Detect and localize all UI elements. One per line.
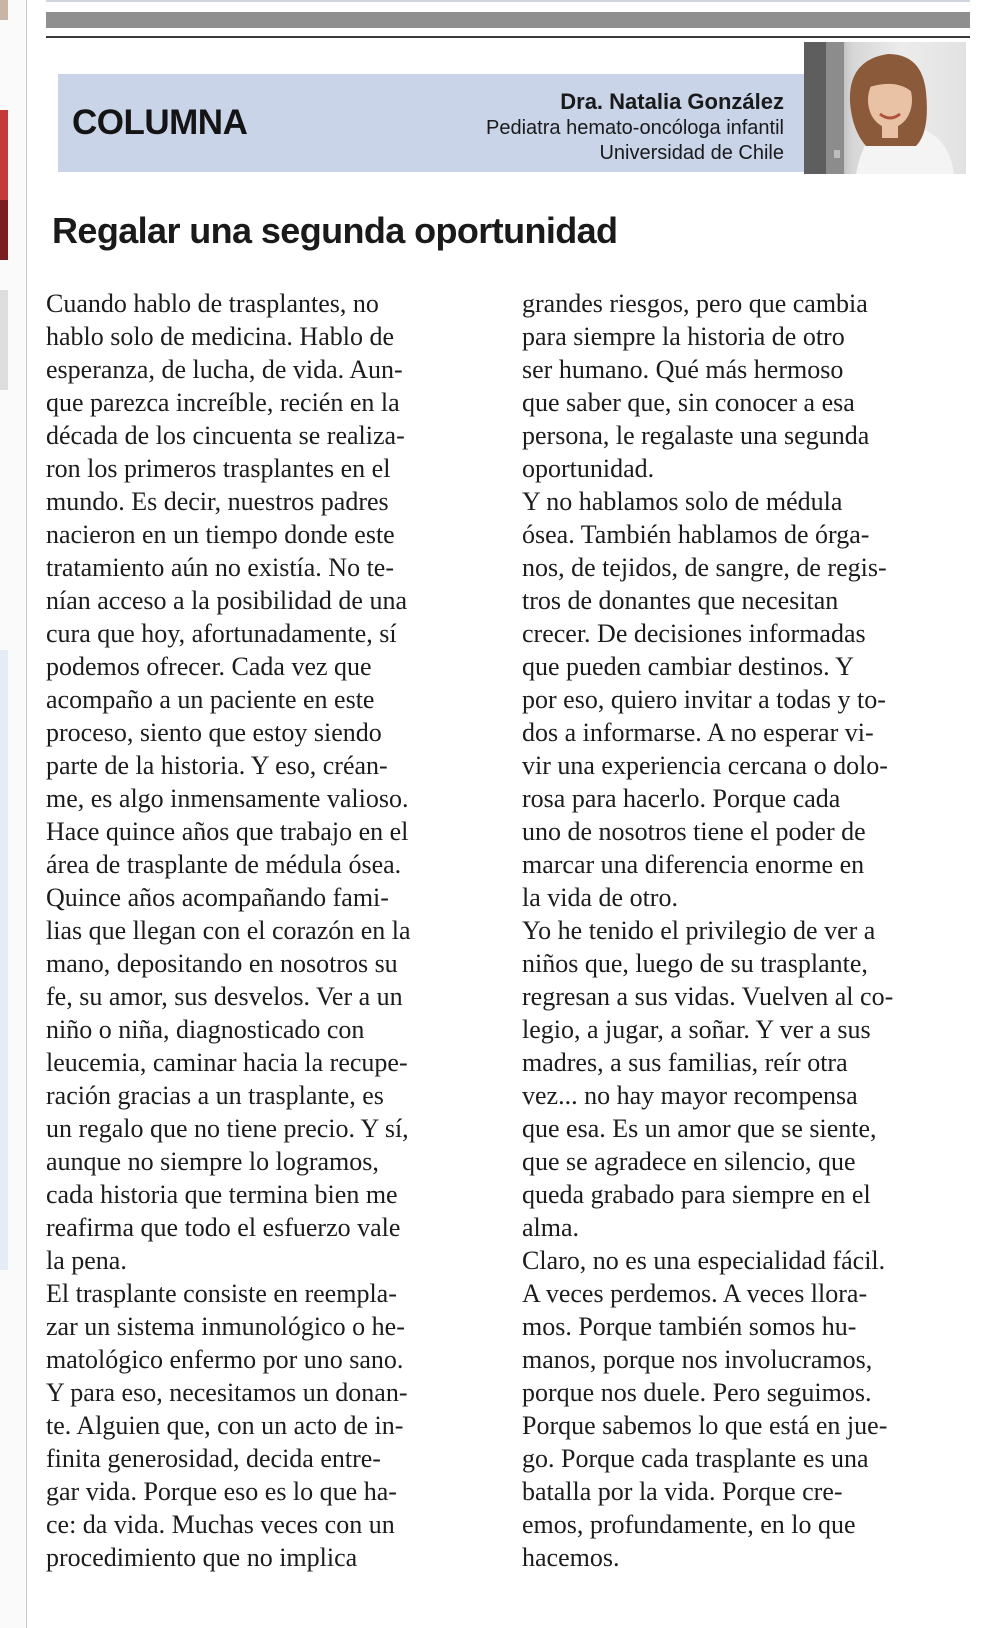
article-line: crecer. De decisiones informadas xyxy=(522,619,866,648)
article-line: la pena. xyxy=(46,1246,127,1275)
article-line: Hace quince años que trabajo en el xyxy=(46,817,409,846)
article-line: cura que hoy, afortunadamente, sí xyxy=(46,619,397,648)
article-line: leucemia, caminar hacia la recupe- xyxy=(46,1048,408,1077)
article-line: por eso, quiero invitar a todas y to- xyxy=(522,685,886,714)
article-line: rosa para hacerlo. Porque cada xyxy=(522,784,841,813)
article-line: go. Porque cada trasplante es una xyxy=(522,1444,869,1473)
article-line: ser humano. Qué más hermoso xyxy=(522,355,844,384)
article-line: El trasplante consiste en reempla- xyxy=(46,1279,397,1308)
article-line: niños que, luego de su trasplante, xyxy=(522,949,868,978)
article-line: zar un sistema inmunológico o he- xyxy=(46,1312,405,1341)
article-line: dos a informarse. A no esperar vi- xyxy=(522,718,874,747)
article-line: finita generosidad, decida entre- xyxy=(46,1444,381,1473)
article-line: Yo he tenido el privilegio de ver a xyxy=(522,916,876,945)
article-line: batalla por la vida. Porque cre- xyxy=(522,1477,843,1506)
article-line: me, es algo inmensamente valioso. xyxy=(46,784,409,813)
article-headline: Regalar una segunda oportunidad xyxy=(52,210,618,251)
article-line: matológico enfermo por uno sano. xyxy=(46,1345,404,1374)
top-faint-rule xyxy=(46,0,970,2)
article-line: hablo solo de medicina. Hablo de xyxy=(46,322,395,351)
article-line: ce: da vida. Muchas veces con un xyxy=(46,1510,395,1539)
adjacent-page-edge xyxy=(0,0,26,1628)
article-line: Y para eso, necesitamos un donan- xyxy=(46,1378,408,1407)
article-line: emos, profundamente, en lo que xyxy=(522,1510,856,1539)
author-institution: Universidad de Chile xyxy=(599,142,784,164)
article-line: reafirma que todo el esfuerzo vale xyxy=(46,1213,401,1242)
author-block xyxy=(486,88,784,166)
article-line: podemos ofrecer. Cada vez que xyxy=(46,652,372,681)
article-line: parte de la historia. Y eso, créan- xyxy=(46,751,388,780)
article-line: década de los cincuenta se realiza- xyxy=(46,421,405,450)
article-line: mano, depositando en nosotros su xyxy=(46,949,398,978)
article-column-right xyxy=(522,287,967,1574)
article-line: vez... no hay mayor recompensa xyxy=(522,1081,858,1110)
article-line: área de trasplante de médula ósea. xyxy=(46,850,402,879)
article-line: madres, a sus familias, reír otra xyxy=(522,1048,848,1077)
author-role: Pediatra hemato-oncóloga infantil xyxy=(486,117,784,139)
article-line: que se agradece en silencio, que xyxy=(522,1147,856,1176)
article-line: legio, a jugar, a soñar. Y ver a sus xyxy=(522,1015,871,1044)
article-line: aunque no siempre lo logramos, xyxy=(46,1147,379,1176)
section-label: COLUMNA xyxy=(72,103,248,142)
article-line: que esa. Es un amor que se siente, xyxy=(522,1114,877,1143)
article-line: procedimiento que no implica xyxy=(46,1543,358,1572)
article-line: marcar una diferencia enorme en xyxy=(522,850,865,879)
article-line: gar vida. Porque eso es lo que ha- xyxy=(46,1477,397,1506)
article-line: regresan a sus vidas. Vuelven al co- xyxy=(522,982,894,1011)
article-line: Porque sabemos lo que está en jue- xyxy=(522,1411,888,1440)
article-line: Claro, no es una especialidad fácil. xyxy=(522,1246,886,1275)
article-line: ración gracias a un trasplante, es xyxy=(46,1081,384,1110)
article-line: ósea. También hablamos de órga- xyxy=(522,520,870,549)
article-column-left xyxy=(46,287,486,1574)
article-line: niño o niña, diagnosticado con xyxy=(46,1015,365,1044)
article-line: la vida de otro. xyxy=(522,883,678,912)
article-line: manos, porque nos involucramos, xyxy=(522,1345,873,1374)
article-line: mos. Porque también somos hu- xyxy=(522,1312,857,1341)
article-line: Cuando hablo de trasplantes, no xyxy=(46,289,379,318)
article-line: que saber que, sin conocer a esa xyxy=(522,388,855,417)
article-line: lias que llegan con el corazón en la xyxy=(46,916,411,945)
article-line: porque nos duele. Pero seguimos. xyxy=(522,1378,872,1407)
author-photo xyxy=(804,42,966,174)
article-line: tros de donantes que necesitan xyxy=(522,586,839,615)
article-line: que parezca increíble, recién en la xyxy=(46,388,400,417)
article-line: acompaño a un paciente en este xyxy=(46,685,375,714)
article-line: ron los primeros trasplantes en el xyxy=(46,454,391,483)
article-line: hacemos. xyxy=(522,1543,620,1572)
article-line: grandes riesgos, pero que cambia xyxy=(522,289,868,318)
article-line: que pueden cambiar destinos. Y xyxy=(522,652,854,681)
article-line: nos, de tejidos, de sangre, de regis- xyxy=(522,553,887,582)
article-line: vir una experiencia cercana o dolo- xyxy=(522,751,888,780)
article-line: proceso, siento que estoy siendo xyxy=(46,718,382,747)
article-line: nacieron en un tiempo donde este xyxy=(46,520,395,549)
article-line: oportunidad. xyxy=(522,454,655,483)
top-gray-bar xyxy=(46,12,970,28)
article-line: mundo. Es decir, nuestros padres xyxy=(46,487,389,516)
article-line: queda grabado para siempre en el xyxy=(522,1180,871,1209)
article-line: fe, su amor, sus desvelos. Ver a un xyxy=(46,982,403,1011)
article-line: Quince años acompañando fami- xyxy=(46,883,389,912)
article-line: un regalo que no tiene precio. Y sí, xyxy=(46,1114,409,1143)
article-line: cada historia que termina bien me xyxy=(46,1180,398,1209)
article-line: nían acceso a la posibilidad de una xyxy=(46,586,407,615)
article-line: te. Alguien que, con un acto de in- xyxy=(46,1411,404,1440)
author-name: Dra. Natalia González xyxy=(560,89,784,114)
top-rule xyxy=(46,36,970,38)
article-line: Y no hablamos solo de médula xyxy=(522,487,843,516)
article-line: alma. xyxy=(522,1213,580,1242)
article-line: A veces perdemos. A veces llora- xyxy=(522,1279,868,1308)
article-line: esperanza, de lucha, de vida. Aun- xyxy=(46,355,403,384)
article-line: persona, le regalaste una segunda xyxy=(522,421,870,450)
article-line: tratamiento aún no existía. No te- xyxy=(46,553,395,582)
article-line: uno de nosotros tiene el poder de xyxy=(522,817,866,846)
article-line: para siempre la historia de otro xyxy=(522,322,845,351)
